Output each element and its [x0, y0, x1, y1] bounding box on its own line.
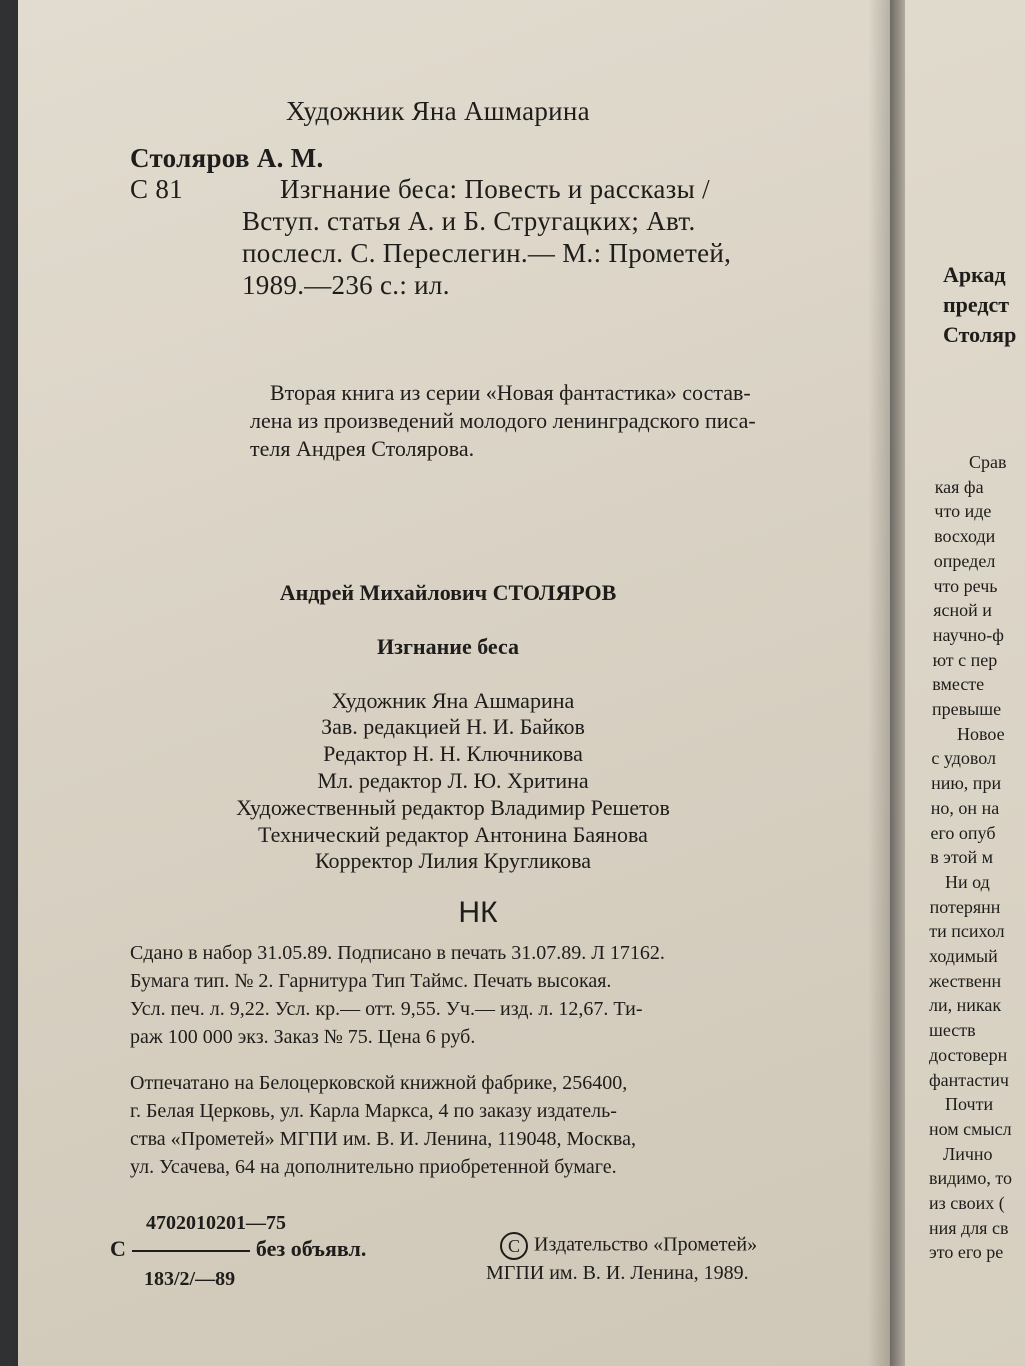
right-body-line: жественн — [929, 970, 1002, 991]
right-body-line: шеств — [929, 1020, 976, 1041]
copyright-icon: C — [500, 1232, 528, 1260]
right-body-line: нию, при — [931, 773, 1002, 794]
right-body-line: ходимый — [929, 946, 998, 966]
catalog-author: Столяров А. М. — [130, 143, 324, 173]
credit-tech-editor: Технический редактор Антонина Баянова — [258, 822, 648, 847]
printer-line-3: ства «Прометей» МГПИ им. В. И. Ленина, 119048, Москва, — [130, 1128, 636, 1150]
right-heading-line: Столяр — [943, 322, 1017, 347]
annotation-line-2: лена из произведений молодого ленинградского писа- — [250, 408, 756, 433]
right-body-line: восходи — [934, 526, 996, 547]
right-body-line: но, он на — [930, 797, 1000, 818]
nk-mark: НК — [458, 896, 498, 929]
left-page — [18, 0, 890, 1366]
index-note: без объявл. — [255, 1236, 367, 1261]
catalog-code: С 81 — [130, 174, 183, 204]
production-line-2: Бумага тип. № 2. Гарнитура Тип Таймс. Печать высокая. — [130, 970, 612, 992]
catalog-line-4: 1989.—236 с.: ил. — [242, 270, 450, 300]
right-body-line: Срав — [969, 452, 1007, 472]
right-body-line: его опуб — [930, 822, 996, 843]
right-body-line: Лично — [943, 1143, 993, 1164]
right-body-line: с удовол — [931, 748, 997, 769]
copyright-publisher: Издательство «Прометей» — [534, 1233, 758, 1256]
right-body-line: что речь — [933, 575, 998, 596]
production-line-4: раж 100 000 экз. Заказ № 75. Цена 6 руб. — [130, 1026, 476, 1048]
right-body-line: что иде — [934, 501, 992, 522]
right-body-line: Почти — [945, 1094, 994, 1115]
annotation-line-3: теля Андрея Столярова. — [250, 436, 475, 461]
credit-artist: Художник Яна Ашмарина — [331, 688, 575, 713]
right-body-line: научно-ф — [932, 624, 1004, 645]
index-divider — [132, 1250, 250, 1252]
right-body-line: из своих ( — [929, 1193, 1005, 1213]
printer-line-1: Отпечатано на Белоцерковской книжной фабрике, 256400, — [130, 1072, 628, 1094]
right-body-line: достоверн — [929, 1044, 1008, 1065]
production-line-3: Усл. печ. л. 9,22. Усл. кр.— отт. 9,55. Уч.— изд. л. 12,67. Ти- — [130, 998, 643, 1020]
right-body-line: ясной и — [933, 600, 992, 621]
credit-editor: Редактор Н. Н. Ключникова — [323, 741, 583, 766]
credit-proofreader: Корректор Лилия Кругликова — [314, 848, 592, 873]
index-code: 183/2/—89 — [144, 1268, 236, 1290]
credit-art-editor: Художественный редактор Владимир Решетов — [236, 795, 670, 820]
right-body-line: ти психол — [929, 921, 1005, 942]
right-body-line: Ни од — [945, 871, 990, 892]
copyright-line-2: МГПИ им. В. И. Ленина, 1989. — [486, 1262, 749, 1284]
index-row — [110, 1236, 366, 1262]
right-body-line: вместе — [932, 674, 985, 695]
printer-line-4: ул. Усачева, 64 на дополнительно приобретенной бумаге. — [130, 1156, 617, 1178]
right-body-line: в этой м — [930, 847, 994, 868]
right-body-line: это его ре — [929, 1242, 1004, 1263]
production-line-1: Сдано в набор 31.05.89. Подписано в печать 31.07.89. Л 17162. — [130, 942, 665, 964]
catalog-line-3: послесл. С. Переслегин.— М.: Прометей, — [242, 238, 732, 268]
right-page — [905, 0, 1025, 1366]
right-body-line: кая фа — [934, 476, 984, 497]
index-number: 4702010201—75 — [146, 1212, 286, 1234]
catalog-line-1: Изгнание беса: Повесть и рассказы / — [280, 174, 710, 204]
printer-line-2: г. Белая Церковь, ул. Карла Маркса, 4 по заказу издатель- — [130, 1100, 617, 1122]
right-body-line: фантастич — [929, 1069, 1009, 1090]
imprint-full-name: Андрей Михайлович СТОЛЯРОВ — [279, 580, 617, 605]
right-body-line: определ — [933, 550, 996, 571]
right-body-line: видимо, то — [929, 1168, 1012, 1189]
credit-junior-editor: Мл. редактор Л. Ю. Хритина — [317, 768, 589, 793]
catalog-line-2: Вступ. статья А. и Б. Стругацких; Авт. — [242, 206, 696, 236]
index-letter: С — [110, 1236, 126, 1261]
right-body-line: ли, никак — [929, 995, 1002, 1016]
right-body-line: превыше — [932, 699, 1002, 719]
right-body-line: потерянн — [929, 896, 1001, 917]
right-body-line: Новое — [957, 723, 1005, 744]
header-artist: Художник Яна Ашмарина — [286, 96, 590, 126]
copyright-line-1 — [500, 1232, 757, 1260]
right-heading-line: Аркад — [943, 262, 1006, 287]
right-heading-line: предст — [943, 292, 1010, 317]
credit-head-editor: Зав. редакцией Н. И. Байков — [321, 714, 585, 739]
right-body-line: ном смысл — [929, 1118, 1012, 1139]
right-body-line: ния для св — [929, 1217, 1009, 1238]
annotation-line-1: Вторая книга из серии «Новая фантастика» состав- — [270, 380, 751, 405]
imprint-title: Изгнание беса — [376, 634, 519, 659]
right-body-line: ют с пер — [932, 649, 998, 670]
